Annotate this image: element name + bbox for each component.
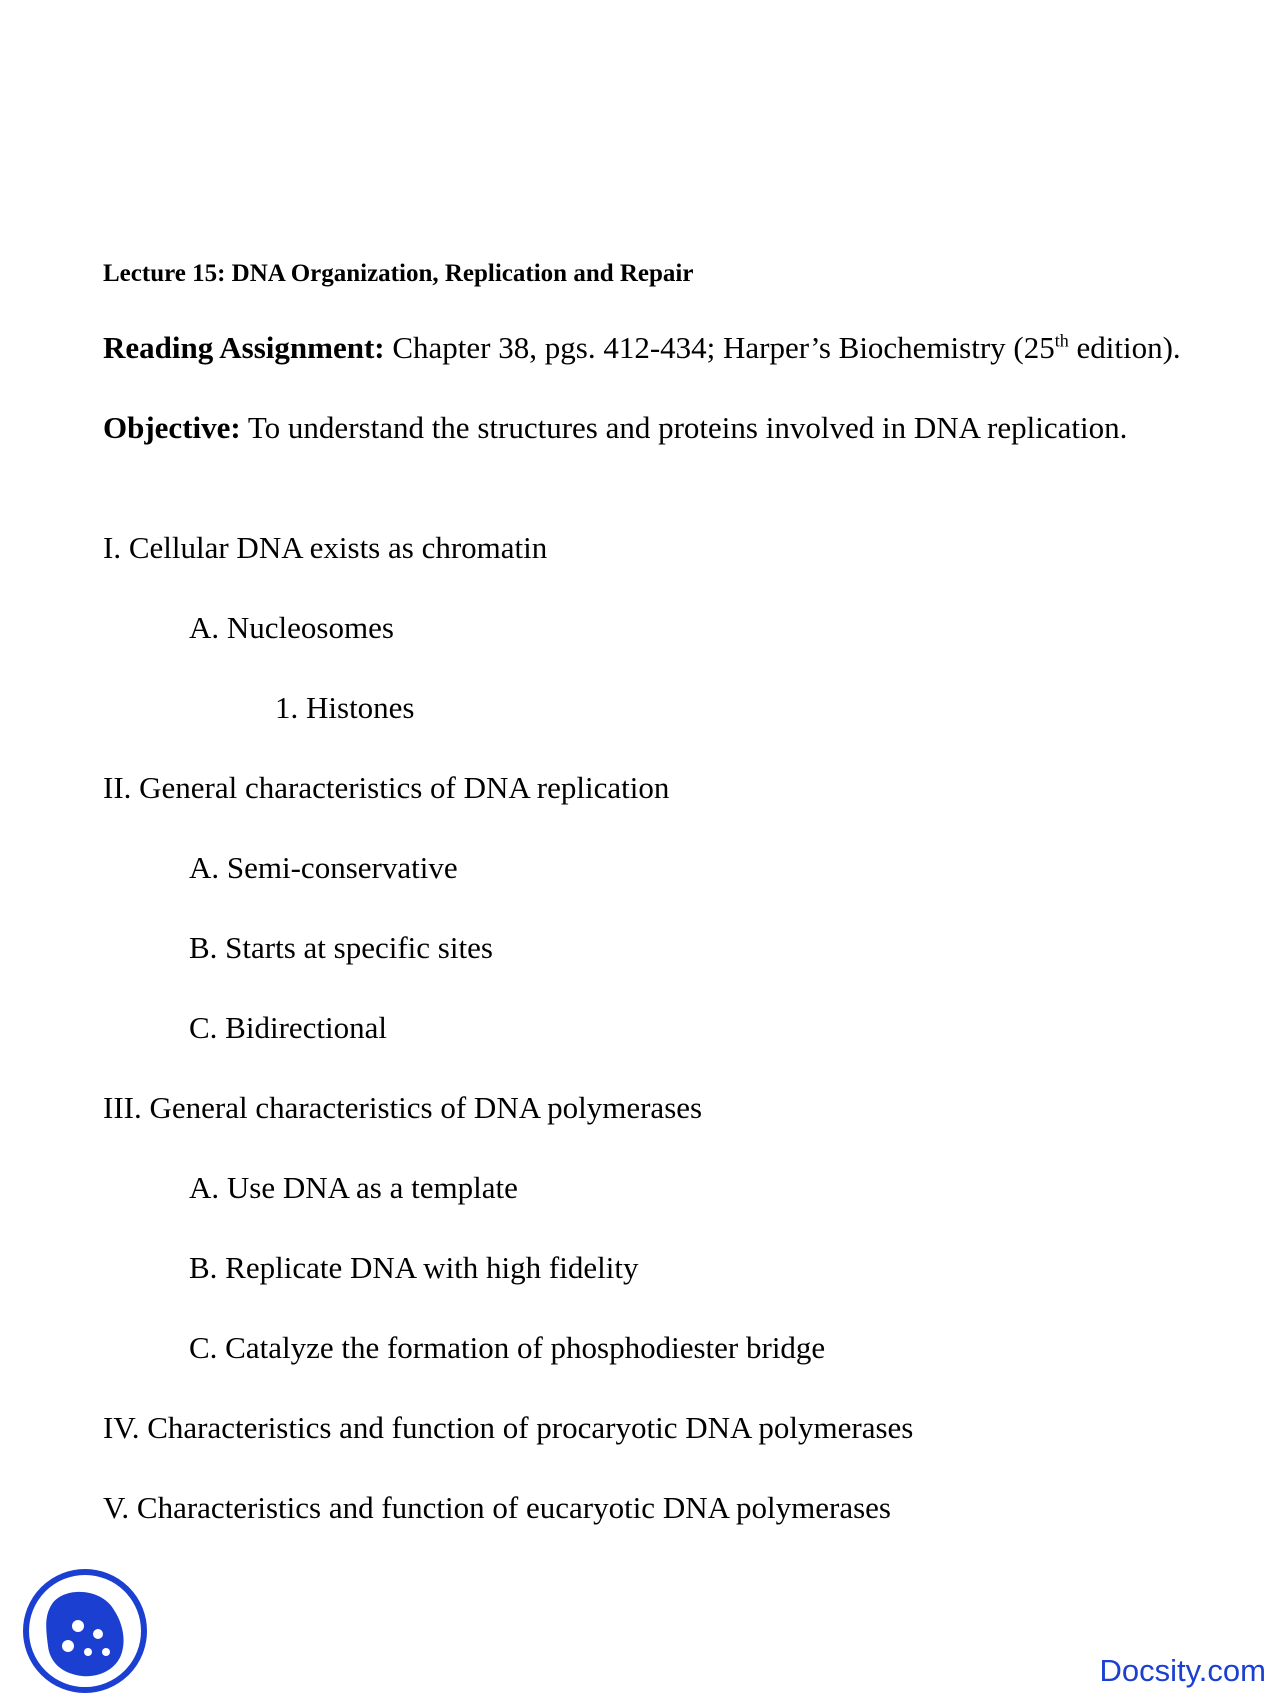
outline-item: B. Starts at specific sites [189,930,493,965]
outline-item: II. General characteristics of DNA replication [103,770,670,805]
outline-item: A. Nucleosomes [189,610,394,645]
outline-item: C. Catalyze the formation of phosphodiester bridge [189,1330,826,1365]
outline-item: A. Semi-conservative [189,850,458,885]
reading-assignment-text-end: edition). [1068,330,1181,365]
outline-item: C. Bidirectional [189,1010,388,1045]
docsity-brand-link[interactable]: Docsity.com [1099,1653,1266,1688]
docsity-logo-icon[interactable] [22,1568,148,1694]
reading-assignment-superscript: th [1054,330,1069,351]
reading-assignment [103,330,1181,366]
objective-label: Objective: [103,410,241,445]
outline-item: 1. Histones [275,690,415,725]
outline-item: V. Characteristics and function of eucaryotic DNA polymerases [103,1490,891,1525]
outline-item: I. Cellular DNA exists as chromatin [103,530,548,565]
outline-item: B. Replicate DNA with high fidelity [189,1250,639,1285]
outline-item: IV. Characteristics and function of procaryotic DNA polymerases [103,1410,914,1445]
lecture-title: Lecture 15: DNA Organization, Replication and Repair [103,260,694,287]
reading-assignment-text: Chapter 38, pgs. 412-434; Harper’s Biochemistry (25 [384,330,1055,365]
reading-assignment-label: Reading Assignment: [103,330,385,365]
outline-item: A. Use DNA as a template [189,1170,518,1205]
objective-text: To understand the structures and proteins involved in DNA replication. [240,410,1128,445]
objective [103,410,1127,446]
outline-item: III. General characteristics of DNA polymerases [103,1090,703,1125]
